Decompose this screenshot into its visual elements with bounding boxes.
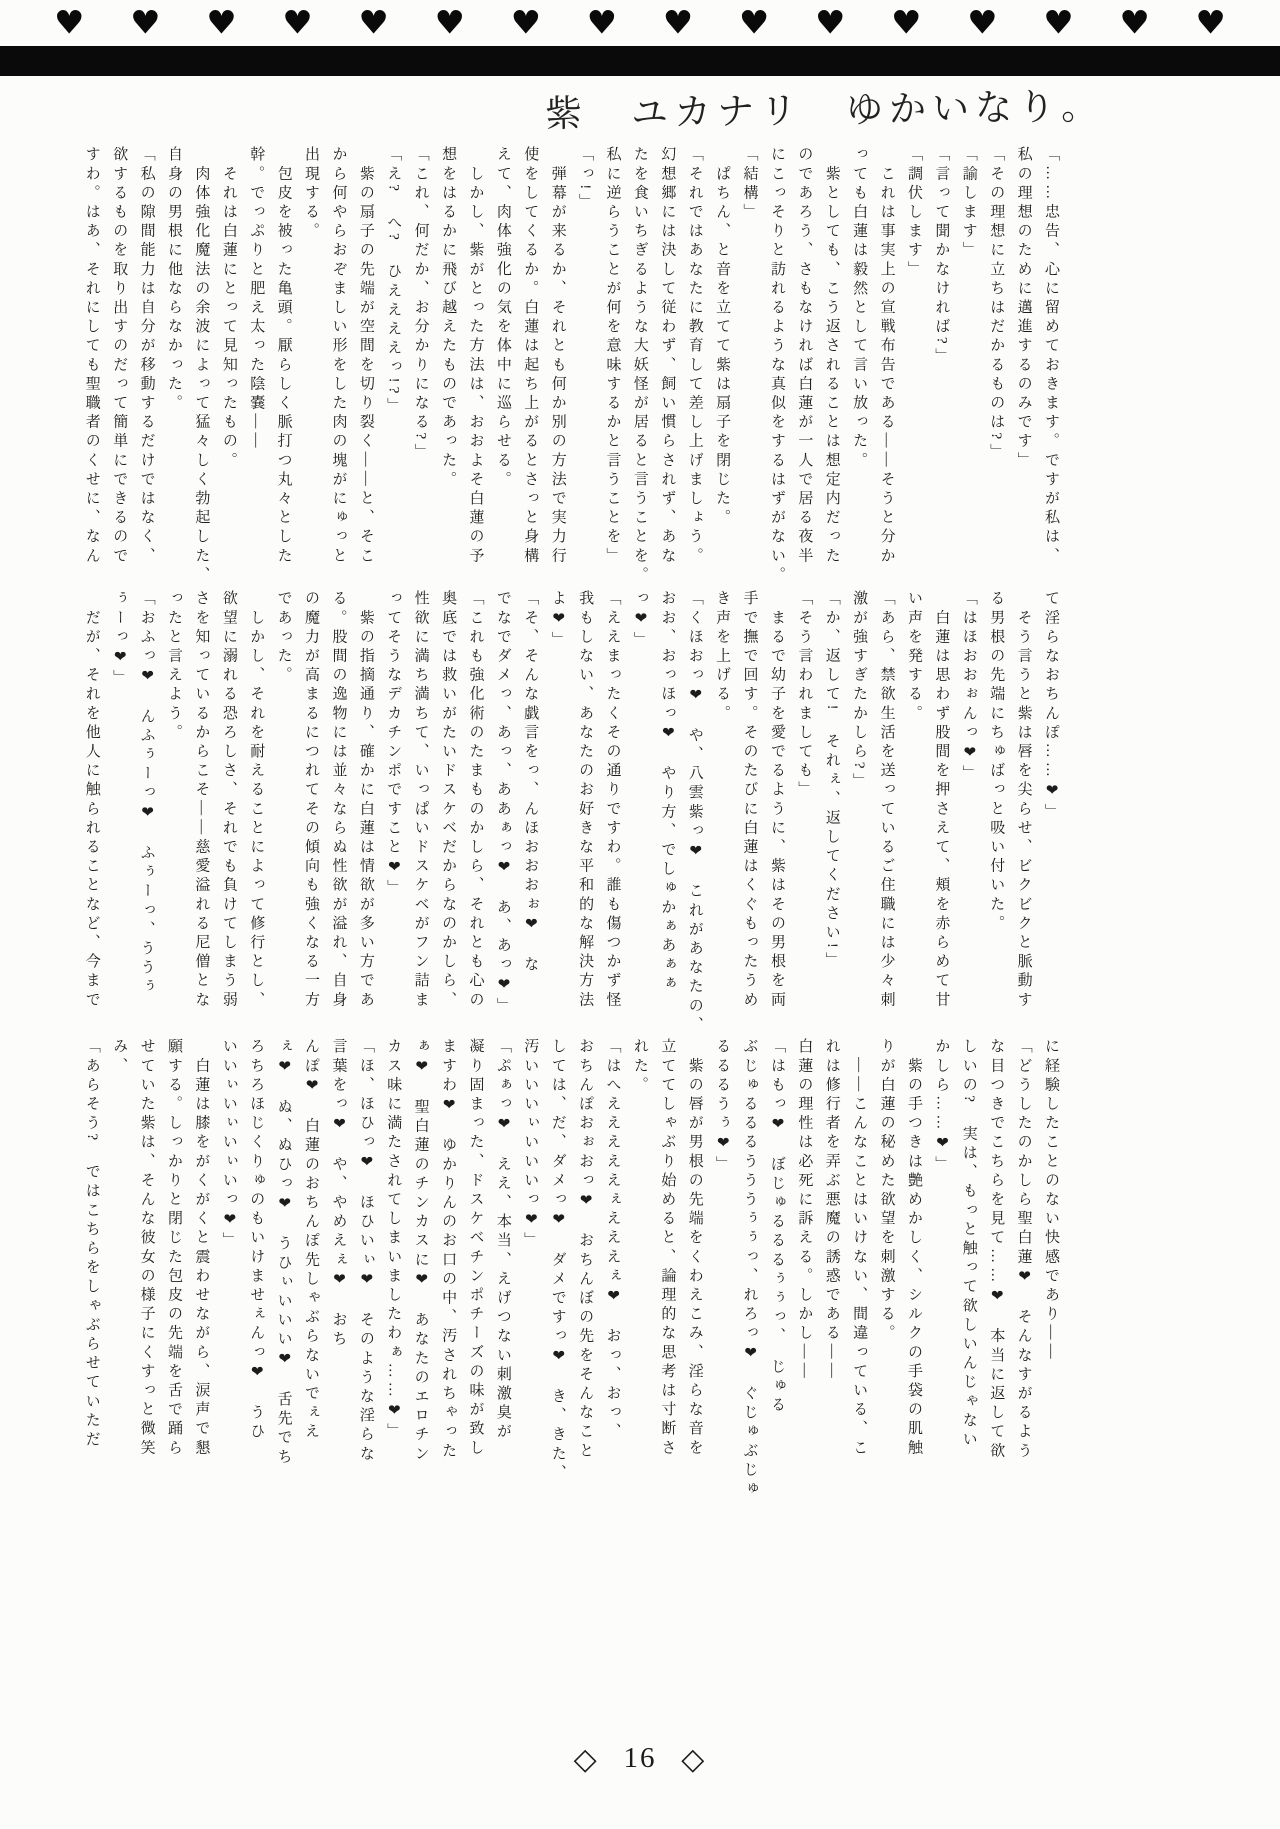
heart-icon: ♥ [510, 4, 542, 43]
text-column: でなでダメっ、あっ、ああぁっ❤ あ、あっ❤」 [494, 590, 511, 1017]
text-column: ぁ❤ 聖白蓮のチンカスに❤ あなたのエロチン [412, 1038, 429, 1465]
text-column: 私に逆らうことが何を意味するかと言うことを」 [604, 146, 621, 567]
text-column: な目つきでこちらを見て……❤ 本当に返して欲 [988, 1038, 1005, 1462]
text-column: き声を上げる。 [714, 590, 731, 724]
heart-icon: ♥ [738, 4, 770, 43]
heart-icon: ♥ [434, 4, 465, 43]
text-column: 弾幕が来るか、それとも何か別の方法で実力行 [549, 146, 566, 567]
page-title: 紫 ユカナリ ゆかいなり。 [544, 86, 1105, 136]
text-column: 「っ!」 [577, 146, 594, 213]
text-column: しいの? 実は、もっと触って欲しいんじゃない [960, 1038, 977, 1450]
text-column: よ❤」 [549, 590, 566, 651]
heart-icon: ♥ [358, 4, 389, 43]
text-column: 「ほ、ほひっ❤ ほひいぃ❤ そのような淫らな [357, 1038, 374, 1465]
text-column: て淫らなおちんぽ……❤」 [1043, 590, 1059, 823]
text-column: 白蓮は思わず股間を押さえて、頬を赤らめて甘 [933, 590, 950, 1011]
text-column: 肉体強化魔法の余波によって猛々しく勃起した、 [193, 146, 210, 586]
text-column: 手で撫で回す。そのたびに白蓮はくぐもったうめ [741, 590, 758, 1011]
text-column: の魔力が高まるにつれてその傾向も強くなる一方 [303, 590, 320, 1011]
text-column: 「ええまったくその通りですわ。誰も傷つかず怪 [604, 590, 621, 1011]
text-column: ぇ❤ ぬ、ぬひっ❤ うひぃいいい❤ 舌先でち [275, 1038, 292, 1468]
text-column: それは白蓮にとって見知ったもの。 [220, 146, 237, 471]
text-column: ――こんなことはいけない、間違っている、こ [851, 1038, 868, 1459]
text-column: 紫としても、こう返されることは想定内だった [823, 146, 840, 567]
text-column: 「か、返して! それぇ、返してください!」 [823, 590, 840, 972]
heart-icon: ♥ [1043, 4, 1074, 43]
text-column: 「その理想に立ちはだかるものは?」 [988, 146, 1005, 463]
text-column: 自身の男根に他ならなかった。 [166, 146, 182, 414]
heart-icon: ♥ [1119, 4, 1150, 43]
heart-icon: ♥ [662, 4, 694, 43]
text-column: んぽ❤ 白蓮のおちんぽ先しゃぶらないでぇえ [303, 1038, 320, 1443]
text-column: 「ぷぁっ❤ ええ、本当、えげつない刺激臭が [494, 1038, 511, 1443]
text-column: 「そう言われましても」 [796, 590, 813, 801]
text-column: 激が強すぎたかしら?」 [851, 590, 868, 792]
text-column: 「言って聞かなければ?」 [933, 146, 950, 367]
text-column: 私の理想のために邁進するのみです」 [1015, 146, 1032, 471]
text-column: 「諭します」 [960, 146, 977, 261]
heart-icon: ♥ [814, 4, 846, 43]
text-column: 「どうしたのかしら聖白蓮❤ そんなすがるよう [1015, 1038, 1032, 1462]
text-column: い声を発する。 [905, 590, 922, 724]
text-column: 使をしてくるか。白蓮は起ち上がるとさっと身構 [522, 146, 539, 567]
page-footer [0, 1742, 1280, 1777]
text-column: しては、だ、ダメっ❤ ダメですっ❤ き、きた、 [549, 1038, 566, 1484]
text-column: 包皮を被った亀頭。厭らしく脈打つ丸々とした [275, 146, 292, 567]
text-column: 「これも強化術のたまものかしら、それとも心の [467, 590, 484, 1011]
text-column: りが白蓮の秘めた欲望を刺激する。 [878, 1038, 895, 1344]
text-band-top [72, 146, 1064, 590]
text-column: 言葉をっ❤ や、やめえぇ❤ おち [330, 1038, 347, 1350]
diamond-icon: ◇ [573, 1742, 599, 1777]
text-column: しかし、紫がとった方法は、おおよそ白蓮の予 [467, 146, 484, 567]
heart-icon: ♥ [1195, 4, 1226, 43]
text-column: 奥底では救いがたいドスケベだからなのかしら、 [440, 590, 457, 1011]
text-column: にこっそりと訪れるような真似をするはずがない。 [768, 146, 785, 586]
text-column: 紫の指摘通り、確かに白蓮は情欲が多い方であ [357, 590, 374, 1011]
text-column: み、 [111, 1038, 128, 1077]
heart-icon: ♥ [206, 4, 237, 43]
text-column: 我もしない、あなたのお好きな平和的な解決方法 [577, 590, 594, 1011]
text-column: 「おふっ❤ んふぅーっ❤ ふぅーっ、ううぅ [138, 590, 155, 998]
text-column: だが、それを他人に触られることなど、今まで [83, 590, 100, 1011]
text-column: 欲するものを取り出すのだって簡単にできるので [111, 146, 128, 567]
text-column: ったと言えよう。 [166, 590, 182, 743]
text-column: 「私の隙間能力は自分が移動するだけではなく、 [138, 146, 155, 567]
text-column: ますわ❤ ゆかりんのお口の中、汚されちゃった [440, 1038, 457, 1462]
text-column: さを知っているからこそ――慈愛溢れる尼僧とな [193, 590, 210, 1011]
heart-icon: ♥ [891, 4, 922, 43]
heart-icon: ♥ [130, 4, 161, 43]
text-band-bottom [72, 1038, 1064, 1500]
text-column: ぅーっ❤」 [111, 590, 128, 689]
text-column: 「はへえええええぇえええぇ❤ おっ、おっ、 [604, 1038, 621, 1443]
text-column: から何やらおぞましい形をした肉の塊がにゅっと [330, 146, 347, 567]
text-column: っ❤」 [631, 590, 648, 651]
text-column: 「結構」 [741, 146, 758, 223]
text-column: おお、おっほっ❤ やり方、でしゅかぁあぁぁ [659, 590, 676, 995]
text-column: 「これ、何だか、お分かりになる?」 [412, 146, 429, 463]
heart-icon: ♥ [967, 4, 998, 43]
text-column: 白蓮は膝をがくがくと震わせながら、涙声で懇 [193, 1038, 210, 1459]
text-column: カス味に満たされてしまいましたわぁ……❤」 [385, 1038, 402, 1443]
text-column: であった。 [275, 590, 292, 686]
heart-icon: ♥ [282, 4, 313, 43]
text-column: 想をはるかに飛び越えたものであった。 [440, 146, 457, 490]
heart-icon: ♥ [586, 4, 618, 43]
text-column: るるるうぅ❤」 [714, 1038, 731, 1175]
text-column: まるで幼子を愛でるように、紫はその男根を両 [768, 590, 785, 1011]
text-column: せていた紫は、そんな彼女の様子にくすっと微笑 [138, 1038, 155, 1459]
text-column: れた。 [631, 1038, 648, 1096]
text-column: 「くほおっ❤ や、八雲紫っ❤ これがあなたの、 [686, 590, 703, 1036]
text-column: っても白蓮は毅然として言い放った。 [851, 146, 868, 471]
text-column: に経験したことのない快感であり―― [1043, 1038, 1059, 1363]
text-column: 「はほおおぉんっ❤」 [960, 590, 977, 784]
text-column: 「……忠告、心に留めておきます。ですが私は、 [1043, 146, 1059, 567]
text-column: 「調伏します」 [905, 146, 922, 280]
text-column: ぱちん、と音を立てて紫は扇子を閉じた。 [714, 146, 731, 528]
text-column: 幻想郷には決して従わず、飼い慣らされず、あな [659, 146, 676, 567]
text-column: 欲望に溺れる恐ろしさ、それでも負けてしまう弱 [220, 590, 237, 1011]
text-column: 「あらそう? ではこちらをしゃぶらせていただ [83, 1038, 100, 1450]
text-column: すわ。はあ、それにしても聖職者のくせに、なん [83, 146, 100, 567]
text-column: 願する。しっかりと閉じた包皮の先端を舌で踊ら [166, 1038, 182, 1459]
text-column: そう言うと紫は唇を尖らせ、ビクビクと脈動す [1015, 590, 1032, 1011]
text-column: れは修行者を弄ぶ悪魔の誘惑である―― [823, 1038, 840, 1382]
text-column: 「はもっ❤ ぼじゅるるるぅぅっ、 じゅる [768, 1038, 785, 1416]
heart-icon: ♥ [54, 4, 85, 43]
text-column: おちんぽおぉおっ❤ おちんぼの先をそんなこと [577, 1038, 594, 1462]
text-column: 紫の扇子の先端が空間を切り裂く――と、そこ [357, 146, 374, 567]
text-column: 紫の唇が男根の先端をくわえこみ、淫らな音を [686, 1038, 703, 1459]
text-column: かしら……❤」 [933, 1038, 950, 1175]
text-column: ぶじゅるるるうううぅぅっ、れろっ❤ ぐじゅぶじゅ [741, 1038, 758, 1500]
text-column: 汚いいいぃいいいっ❤」 [522, 1038, 539, 1252]
text-band-middle [72, 590, 1064, 1034]
page-number: 16 [623, 1742, 657, 1774]
text-column: 「あら、禁欲生活を送っているご住職には少々刺 [878, 590, 895, 1011]
diamond-icon: ◇ [681, 1742, 707, 1777]
text-column: ろちろほじくりゅのもいけませぇんっ❤ うひ [248, 1038, 265, 1443]
text-column: 「それではあなたに教育して差し上げましょう。 [686, 146, 703, 567]
text-column: 白蓮の理性は必死に訴える。しかし―― [796, 1038, 813, 1382]
text-column: しかし、それを耐えることによって修行とし、 [248, 590, 265, 1011]
text-column: る男根の先端にちゅばっと吸い付いた。 [988, 590, 1005, 934]
text-column: ってそうなデカチンポですこと❤」 [385, 590, 402, 899]
text-column: 幹。でっぷりと肥え太った陰嚢―― [248, 146, 265, 452]
text-column: る。股間の逸物には並々ならぬ性欲が溢れ、自身 [330, 590, 347, 1011]
text-column: 「え? へ? ひええええっ!?」 [385, 146, 402, 417]
text-column: たを食いちぎるような大妖怪が居ると言うことを。 [631, 146, 648, 586]
text-column: のであろう、さもなければ白蓮が一人で居る夜半 [796, 146, 813, 567]
text-column: 出現する。 [303, 146, 320, 242]
header-divider-bar [0, 46, 1280, 76]
text-column: 紫の手つきは艶めかしく、シルクの手袋の肌触 [905, 1038, 922, 1459]
text-column: 凝り固まった、ドスケベチンポチーズの味が致し [467, 1038, 484, 1459]
text-column: いいぃいぃいぃいっ❤」 [220, 1038, 237, 1252]
text-column: えて、肉体強化の気を体中に巡らせる。 [494, 146, 511, 490]
text-column: 性欲に満ち満ちて、いっぱいドスケベがフン詰ま [412, 590, 429, 1011]
text-column: 立ててしゃぶり始めると、論理的な思考は寸断さ [659, 1038, 676, 1459]
text-column: これは事実上の宣戦布告である――そうと分か [878, 146, 895, 567]
text-column: 「そ、そんな戯言をっ、んほおおおぉ❤ な [522, 590, 539, 975]
header-hearts-row [0, 2, 1280, 44]
